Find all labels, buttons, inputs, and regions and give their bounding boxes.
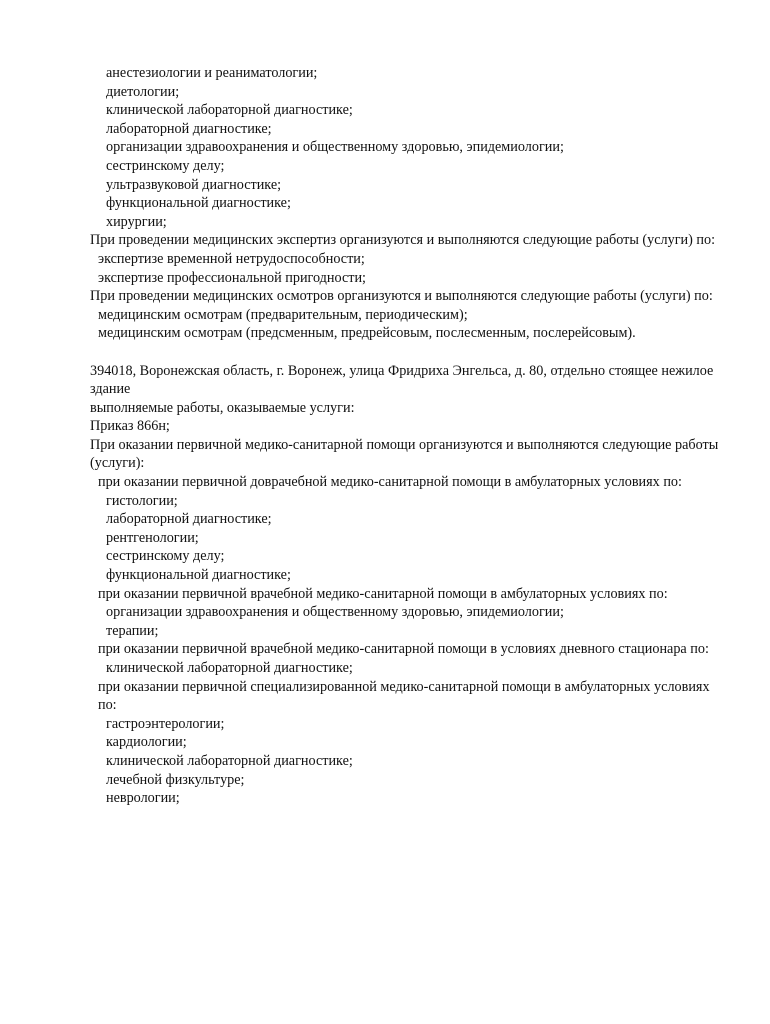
document-line: При оказании первичной медико-санитарной помощи организуются и выполняются следующие работы (услуги): (90, 436, 719, 472)
document-line: ультразвуковой диагностике; (106, 176, 282, 193)
document-line: анестезиологии и реаниматологии; (106, 65, 318, 81)
document-line: кардиологии; (106, 734, 187, 751)
document-line: при оказании первичной доврачебной медико-санитарной помощи в амбулаторных условиях по: (98, 474, 682, 491)
document-line: клинической лабораторной диагностике; (106, 102, 353, 119)
document-line: сестринскому делу; (106, 157, 225, 174)
document-line: при оказании первичной врачебной медико-санитарной помощи в условиях дневного стационара по: (98, 641, 709, 658)
document-line: выполняемые работы, оказываемые услуги: (90, 399, 355, 416)
document-line: клинической лабораторной диагностике; (106, 660, 353, 676)
blank-line (90, 343, 725, 362)
document-line: лабораторной диагностике; (106, 511, 272, 528)
document-line: хирургии; (106, 213, 167, 230)
document-line: терапии; (106, 622, 159, 639)
document-line: сестринскому делу; (106, 548, 225, 565)
document-line: рентгенологии; (106, 529, 199, 546)
document-line: функциональной диагностике; (106, 567, 291, 584)
document-line: клинической лабораторной диагностике; (106, 752, 353, 769)
document-line: экспертизе временной нетрудоспособности; (98, 250, 365, 267)
document-line: неврологии; (106, 790, 180, 807)
document-line: медицинским осмотрам (предварительным, периодическим); (98, 306, 468, 323)
document-line: диетологии; (106, 83, 180, 100)
document-body (90, 64, 725, 808)
document-line: лечебной физкультуре; (106, 771, 245, 788)
document-line: экспертизе профессиональной пригодности; (98, 269, 366, 286)
document-line: при оказании первичной специализированной медико-санитарной помощи в амбулаторных условиях по: (98, 678, 710, 714)
document-line: При проведении медицинских осмотров организуются и выполняются следующие работы (услуги) по: (90, 288, 713, 305)
document-line: при оказании первичной врачебной медико-санитарной помощи в амбулаторных условиях по: (98, 585, 668, 602)
document-line: 394018, Воронежская область, г. Воронеж, улица Фридриха Энгельса, д. 80, отдельно стоящее нежилое здание (90, 362, 714, 398)
document-line: медицинским осмотрам (предсменным, предрейсовым, послесменным, послерейсовым). (98, 325, 636, 342)
document-line: гастроэнтерологии; (106, 715, 225, 732)
document-line: лабораторной диагностике; (106, 120, 272, 137)
document-line: организации здравоохранения и общественному здоровью, эпидемиологии; (106, 604, 564, 621)
document-line: функциональной диагностике; (106, 195, 291, 212)
document-line: организации здравоохранения и общественному здоровью, эпидемиологии; (106, 139, 564, 156)
document-line: При проведении медицинских экспертиз организуются и выполняются следующие работы (услуги) по: (90, 232, 716, 249)
document-line: Приказ 866н; (90, 418, 170, 435)
document-line: гистологии; (106, 492, 178, 509)
